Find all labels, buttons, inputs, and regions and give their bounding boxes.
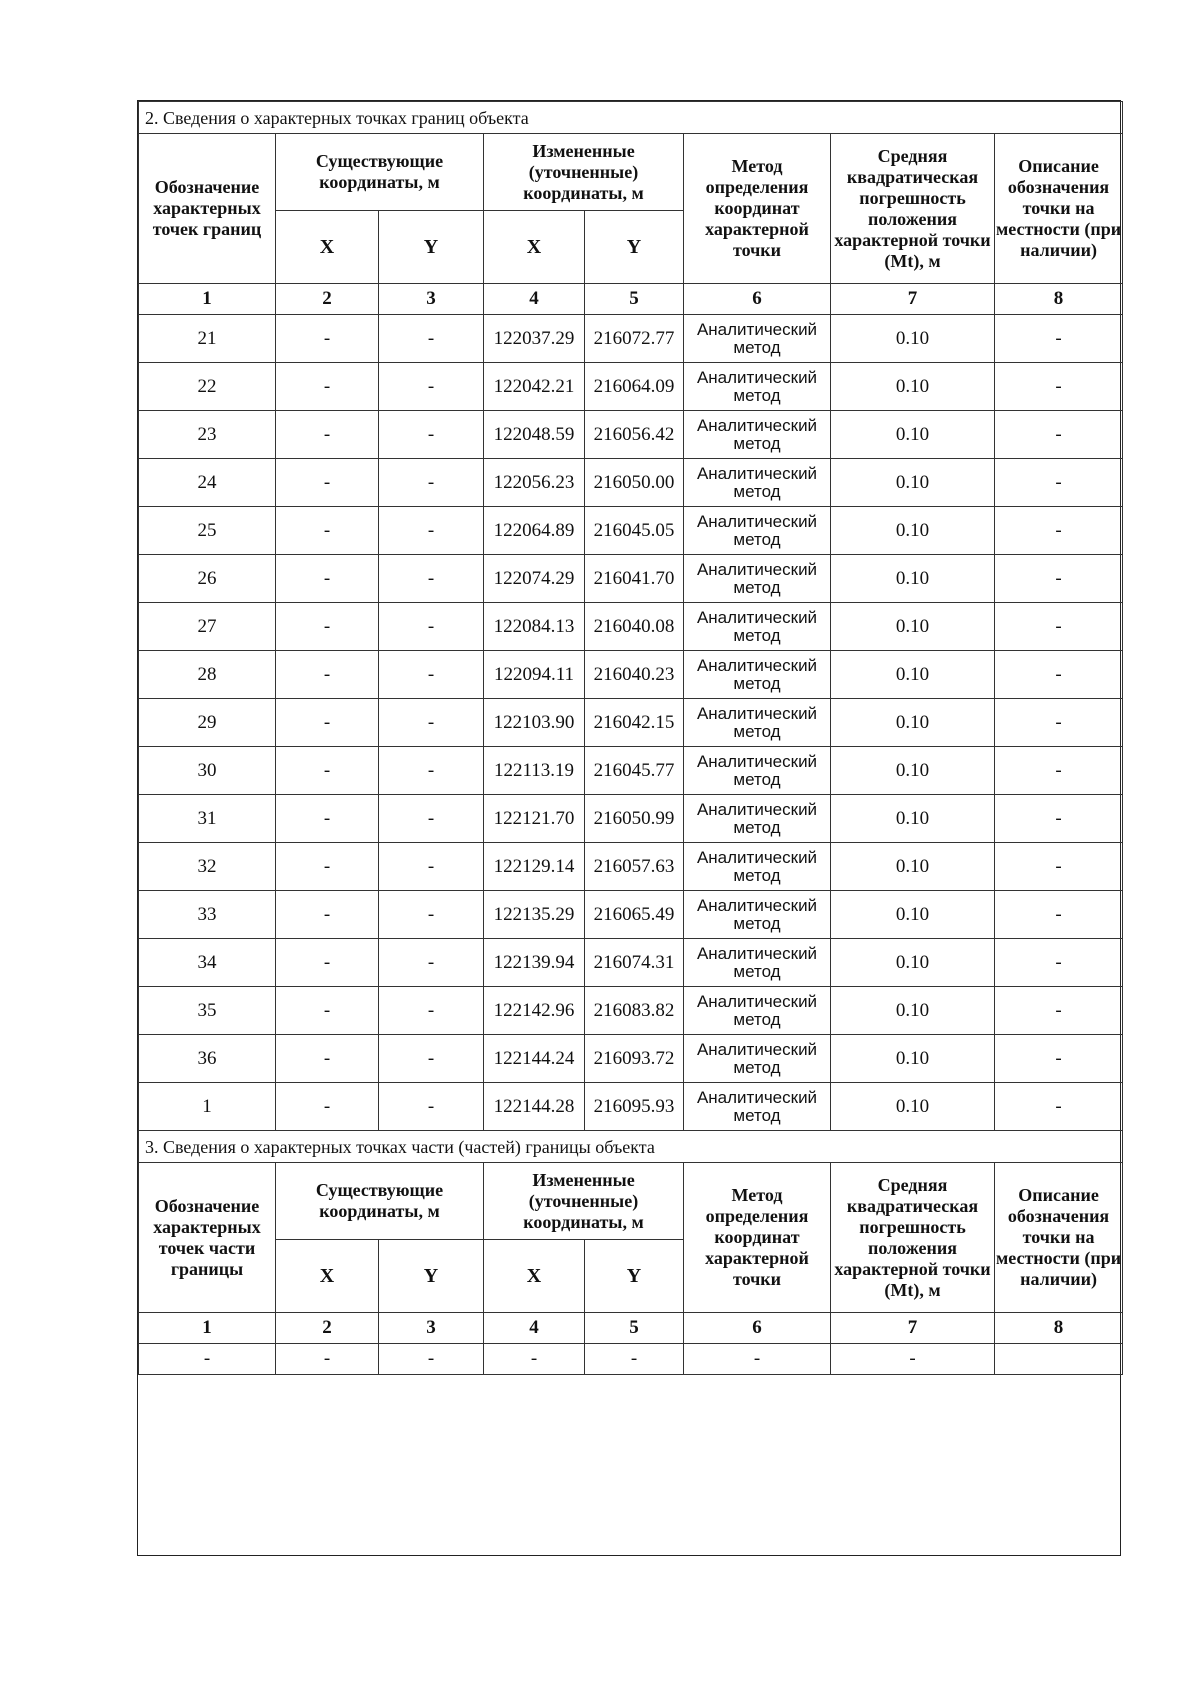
table-cell: - [995, 891, 1123, 939]
table-cell: - [276, 411, 379, 459]
table-cell: 122144.28 [484, 1083, 585, 1131]
table-cell: - [684, 1344, 831, 1375]
table-row [139, 459, 1123, 507]
method-cell [684, 699, 831, 747]
table-cell: 216074.31 [585, 939, 684, 987]
header-description: Описание обозначения точки на местности (при наличии) [995, 134, 1123, 284]
method-line: Аналитический [696, 607, 818, 627]
index-cell: 4 [484, 1313, 585, 1344]
table-cell: 216040.08 [585, 603, 684, 651]
index-cell: 3 [379, 284, 484, 315]
header-method: Метод определения координат характерной точки [684, 134, 831, 284]
table-cell: - [995, 651, 1123, 699]
index-cell: 2 [276, 1313, 379, 1344]
table-cell: 122037.29 [484, 315, 585, 363]
method-line: Аналитический [696, 559, 818, 579]
method-cell [684, 411, 831, 459]
method-line: Аналитический [696, 895, 818, 915]
header-changed: Измененные (уточненные) координаты, м [484, 134, 684, 211]
table-cell: - [995, 1035, 1123, 1083]
table-cell: 0.10 [831, 555, 995, 603]
header-accuracy: Средняя квадратическая погрешность положения характерной точки (Mt), м [831, 1163, 995, 1313]
table-cell: 122074.29 [484, 555, 585, 603]
table-cell: - [379, 603, 484, 651]
table-cell: 216072.77 [585, 315, 684, 363]
index-cell: 7 [831, 284, 995, 315]
table-cell: 34 [139, 939, 276, 987]
table-cell: - [276, 507, 379, 555]
table-cell: 122142.96 [484, 987, 585, 1035]
method-cell [684, 939, 831, 987]
table-row [139, 411, 1123, 459]
table-cell: - [276, 459, 379, 507]
table-cell: 122121.70 [484, 795, 585, 843]
method-line: Аналитический [696, 943, 818, 963]
table-cell: - [379, 315, 484, 363]
method-cell [684, 651, 831, 699]
method-line: Аналитический [696, 703, 818, 723]
method-line: метод [733, 1105, 781, 1125]
section3-empty-row [139, 1344, 1123, 1375]
table-cell: 122139.94 [484, 939, 585, 987]
table-cell: 0.10 [831, 939, 995, 987]
method-line: Аналитический [696, 511, 818, 531]
table-cell: - [379, 987, 484, 1035]
table-cell: - [379, 651, 484, 699]
table-cell: 23 [139, 411, 276, 459]
table-cell: - [995, 939, 1123, 987]
table-cell: 122064.89 [484, 507, 585, 555]
section2-title: 2. Сведения о характерных точках границ объекта [139, 102, 1123, 134]
table-cell: - [276, 1083, 379, 1131]
index-cell: 6 [684, 1313, 831, 1344]
table-cell: 122048.59 [484, 411, 585, 459]
table-row [139, 843, 1123, 891]
method-line: Аналитический [696, 991, 818, 1011]
table-cell: 0.10 [831, 315, 995, 363]
table-cell: 216083.82 [585, 987, 684, 1035]
index-cell: 1 [139, 284, 276, 315]
index-cell: 8 [995, 284, 1123, 315]
table-row [139, 939, 1123, 987]
table-cell: 26 [139, 555, 276, 603]
table-row [139, 315, 1123, 363]
method-line: метод [733, 865, 781, 885]
table-row [139, 1083, 1123, 1131]
method-line: Аналитический [696, 319, 818, 339]
table-cell: 216093.72 [585, 1035, 684, 1083]
method-cell [684, 1083, 831, 1131]
blank-area [139, 1375, 1123, 1556]
method-line: метод [733, 337, 781, 357]
method-line: Аналитический [696, 1039, 818, 1059]
method-line: Аналитический [696, 463, 818, 483]
table-cell: 27 [139, 603, 276, 651]
table-cell: 0.10 [831, 411, 995, 459]
method-cell [684, 459, 831, 507]
index-cell: 3 [379, 1313, 484, 1344]
method-line: Аналитический [696, 799, 818, 819]
table-cell: - [276, 1344, 379, 1375]
table-cell: - [379, 1083, 484, 1131]
table-row [139, 747, 1123, 795]
index-cell: 7 [831, 1313, 995, 1344]
table-cell: 22 [139, 363, 276, 411]
method-line: метод [733, 1009, 781, 1029]
header-existing-x: X [276, 1240, 379, 1313]
method-line: метод [733, 961, 781, 981]
table-cell: 122135.29 [484, 891, 585, 939]
table-cell: 216045.05 [585, 507, 684, 555]
method-cell [684, 603, 831, 651]
table-row [139, 603, 1123, 651]
section2-index-row [139, 284, 1123, 315]
table-row [139, 795, 1123, 843]
table-cell: 0.10 [831, 459, 995, 507]
table-cell: - [995, 987, 1123, 1035]
table-cell: - [995, 843, 1123, 891]
table-row [139, 699, 1123, 747]
header-designation: Обозначение характерных точек границ [139, 134, 276, 284]
table-cell: 0.10 [831, 891, 995, 939]
method-line: метод [733, 625, 781, 645]
table-cell: - [276, 747, 379, 795]
index-cell: 5 [585, 284, 684, 315]
table-cell: - [995, 603, 1123, 651]
method-line: метод [733, 577, 781, 597]
method-line: метод [733, 385, 781, 405]
table-cell: - [995, 1083, 1123, 1131]
table-cell: - [995, 795, 1123, 843]
method-line: метод [733, 433, 781, 453]
index-cell: 2 [276, 284, 379, 315]
table-cell: - [276, 795, 379, 843]
table-cell: 122042.21 [484, 363, 585, 411]
method-cell [684, 1035, 831, 1083]
method-line: Аналитический [696, 847, 818, 867]
table-cell: 0.10 [831, 795, 995, 843]
table-row [139, 507, 1123, 555]
table-cell [995, 1344, 1123, 1375]
table-cell: - [379, 843, 484, 891]
table-cell: 31 [139, 795, 276, 843]
index-cell: 4 [484, 284, 585, 315]
table-cell: - [276, 603, 379, 651]
table-cell: 216064.09 [585, 363, 684, 411]
section3-title: 3. Сведения о характерных точках части (частей) границы объекта [139, 1131, 1123, 1163]
method-line: метод [733, 673, 781, 693]
method-cell [684, 363, 831, 411]
table-cell: 216065.49 [585, 891, 684, 939]
table-cell: - [276, 939, 379, 987]
table-cell: - [484, 1344, 585, 1375]
method-line: метод [733, 721, 781, 741]
table-cell: 0.10 [831, 987, 995, 1035]
method-line: метод [733, 769, 781, 789]
table-cell: - [379, 1344, 484, 1375]
table-cell: 216040.23 [585, 651, 684, 699]
header-changed-y: Y [585, 211, 684, 284]
table-row [139, 555, 1123, 603]
table-cell: 0.10 [831, 363, 995, 411]
table-cell: 216095.93 [585, 1083, 684, 1131]
table-cell: - [276, 651, 379, 699]
table-cell: - [276, 699, 379, 747]
table-cell: - [995, 507, 1123, 555]
table-cell: - [995, 411, 1123, 459]
header-accuracy: Средняя квадратическая погрешность положения характерной точки (Mt), м [831, 134, 995, 284]
table-cell: 0.10 [831, 1035, 995, 1083]
table-row [139, 891, 1123, 939]
table-cell: 216045.77 [585, 747, 684, 795]
table-cell: 0.10 [831, 651, 995, 699]
table-cell: 216050.00 [585, 459, 684, 507]
table-row [139, 363, 1123, 411]
table-cell: - [379, 363, 484, 411]
method-cell [684, 843, 831, 891]
table-cell: 30 [139, 747, 276, 795]
index-cell: 8 [995, 1313, 1123, 1344]
table-cell: 0.10 [831, 747, 995, 795]
table-cell: - [585, 1344, 684, 1375]
table-cell: 122084.13 [484, 603, 585, 651]
table-cell: - [276, 363, 379, 411]
method-cell [684, 507, 831, 555]
table-cell: 25 [139, 507, 276, 555]
table-cell: - [831, 1344, 995, 1375]
table-cell: - [379, 699, 484, 747]
table-cell: 0.10 [831, 1083, 995, 1131]
method-line: Аналитический [696, 1087, 818, 1107]
method-line: метод [733, 481, 781, 501]
table-cell: - [276, 555, 379, 603]
table-cell: 0.10 [831, 699, 995, 747]
method-cell [684, 987, 831, 1035]
header-method: Метод определения координат характерной точки [684, 1163, 831, 1313]
section3-table [138, 1131, 1123, 1555]
method-cell [684, 747, 831, 795]
document-frame [137, 100, 1121, 1556]
index-cell: 5 [585, 1313, 684, 1344]
table-cell: - [379, 555, 484, 603]
method-line: Аналитический [696, 415, 818, 435]
table-cell: 35 [139, 987, 276, 1035]
header-existing: Существующие координаты, м [276, 134, 484, 211]
header-designation: Обозначение характерных точек части границы [139, 1163, 276, 1313]
section3-index-row [139, 1313, 1123, 1344]
table-cell: - [379, 1035, 484, 1083]
table-cell: - [379, 939, 484, 987]
table-cell: 122144.24 [484, 1035, 585, 1083]
table-cell: 216057.63 [585, 843, 684, 891]
section2-table [138, 101, 1123, 1131]
header-changed-y: Y [585, 1240, 684, 1313]
table-cell: - [379, 891, 484, 939]
table-cell: - [995, 459, 1123, 507]
table-cell: - [276, 843, 379, 891]
method-cell [684, 891, 831, 939]
method-line: Аналитический [696, 655, 818, 675]
header-existing-y: Y [379, 1240, 484, 1313]
table-cell: 216056.42 [585, 411, 684, 459]
table-cell: - [276, 315, 379, 363]
table-cell: 0.10 [831, 507, 995, 555]
table-cell: 29 [139, 699, 276, 747]
table-row [139, 1035, 1123, 1083]
method-cell [684, 315, 831, 363]
table-cell: 33 [139, 891, 276, 939]
method-line: метод [733, 529, 781, 549]
table-row [139, 987, 1123, 1035]
table-cell: 1 [139, 1083, 276, 1131]
table-cell: 122113.19 [484, 747, 585, 795]
header-changed-x: X [484, 1240, 585, 1313]
index-cell: 1 [139, 1313, 276, 1344]
table-cell: 36 [139, 1035, 276, 1083]
header-changed: Измененные (уточненные) координаты, м [484, 1163, 684, 1240]
table-row [139, 651, 1123, 699]
table-cell: - [995, 315, 1123, 363]
table-cell: 32 [139, 843, 276, 891]
method-cell [684, 555, 831, 603]
table-cell: 216042.15 [585, 699, 684, 747]
table-cell: 0.10 [831, 843, 995, 891]
method-line: метод [733, 817, 781, 837]
table-cell: - [276, 987, 379, 1035]
table-cell: 216050.99 [585, 795, 684, 843]
table-cell: 122056.23 [484, 459, 585, 507]
header-changed-x: X [484, 211, 585, 284]
table-cell: 122103.90 [484, 699, 585, 747]
method-line: Аналитический [696, 367, 818, 387]
table-cell: - [379, 507, 484, 555]
table-cell: - [995, 699, 1123, 747]
table-cell: 122129.14 [484, 843, 585, 891]
header-existing: Существующие координаты, м [276, 1163, 484, 1240]
table-cell: 0.10 [831, 603, 995, 651]
header-existing-y: Y [379, 211, 484, 284]
table-cell: - [995, 747, 1123, 795]
table-cell: - [379, 459, 484, 507]
table-cell: 216041.70 [585, 555, 684, 603]
method-line: метод [733, 1057, 781, 1077]
table-cell: - [276, 1035, 379, 1083]
table-cell: - [995, 363, 1123, 411]
table-cell: - [379, 795, 484, 843]
table-cell: - [379, 747, 484, 795]
method-line: метод [733, 913, 781, 933]
table-cell: - [276, 891, 379, 939]
table-cell: 122094.11 [484, 651, 585, 699]
table-cell: - [995, 555, 1123, 603]
table-cell: 24 [139, 459, 276, 507]
index-cell: 6 [684, 284, 831, 315]
method-cell [684, 795, 831, 843]
table-cell: 21 [139, 315, 276, 363]
header-existing-x: X [276, 211, 379, 284]
table-cell: - [139, 1344, 276, 1375]
header-description: Описание обозначения точки на местности (при наличии) [995, 1163, 1123, 1313]
table-cell: 28 [139, 651, 276, 699]
method-line: Аналитический [696, 751, 818, 771]
table-cell: - [379, 411, 484, 459]
